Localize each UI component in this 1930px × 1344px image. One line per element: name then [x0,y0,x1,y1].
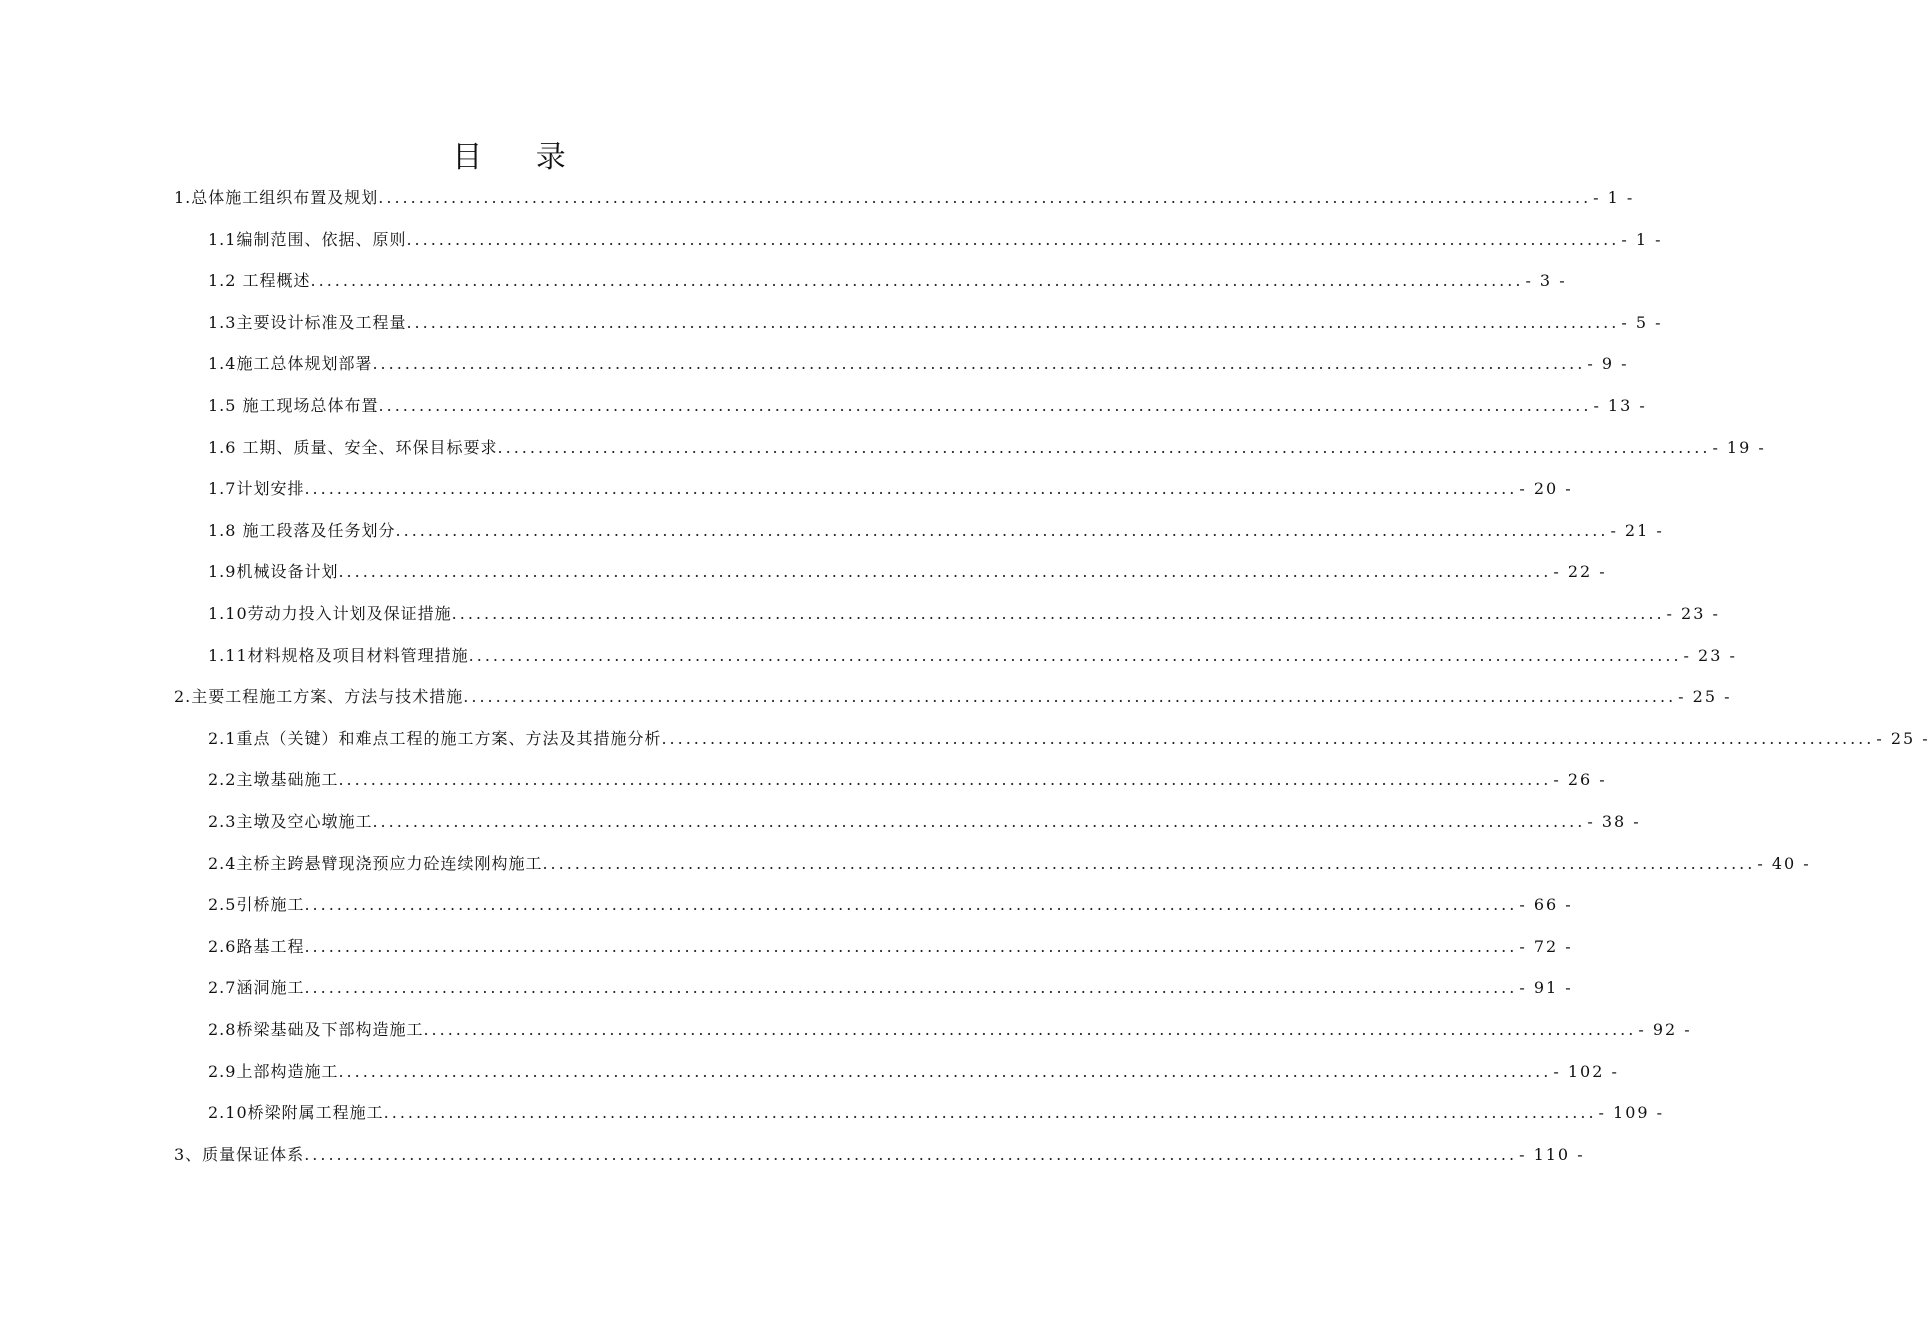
toc-entry-label: 1.总体施工组织布置及规划 [174,188,379,207]
toc-entry-label: 3、质量保证体系 [174,1145,305,1164]
toc-entry-label: 1.9机械设备计划 [208,562,339,581]
toc-entry[interactable] [208,601,1720,627]
toc-dot-leader: ...................................................................................................................................................... [542,854,1756,873]
toc-entry[interactable] [208,476,1573,502]
toc-entry[interactable] [208,726,1930,752]
toc-entry-label: 2.8桥梁基础及下部构造施工 [208,1020,424,1039]
toc-entry[interactable] [208,310,1663,336]
toc-entry-label: 2.6路基工程 [208,937,305,956]
toc-entry[interactable] [208,809,1641,835]
toc-entry-page-number: - 23 - [1666,604,1720,623]
document-title: 目 录 [452,140,588,175]
toc-dot-leader: ...................................................................................................................................................... [304,978,1518,997]
toc-dot-leader: ...................................................................................................................................................... [661,729,1875,748]
toc-entry[interactable] [208,1059,1619,1085]
toc-entry[interactable] [208,934,1573,960]
toc-dot-leader: ...................................................................................................................................................... [378,188,1592,207]
toc-entry[interactable] [174,684,1732,710]
toc-entry-page-number: - 91 - [1519,978,1573,997]
toc-entry-label: 1.7计划安排 [208,479,305,498]
toc-dot-leader: ...................................................................................................................................................... [423,1020,1637,1039]
toc-entry-page-number: - 1 - [1593,188,1635,207]
toc-dot-leader: ...................................................................................................................................................... [372,354,1586,373]
toc-entry-page-number: - 13 - [1593,396,1647,415]
toc-entry-page-number: - 1 - [1621,230,1663,249]
toc-dot-leader: ...................................................................................................................................................... [463,687,1677,706]
toc-entry-label: 1.3主要设计标准及工程量 [208,313,407,332]
toc-entry[interactable] [208,435,1766,461]
toc-entry-page-number: - 26 - [1553,770,1607,789]
toc-entry-page-number: - 9 - [1587,354,1629,373]
toc-entry-page-number: - 110 - [1519,1145,1585,1164]
toc-entry[interactable] [208,518,1664,544]
toc-entry-page-number: - 23 - [1683,646,1737,665]
toc-entry-page-number: - 72 - [1519,937,1573,956]
toc-entry[interactable] [208,851,1811,877]
toc-entry[interactable] [174,1142,1585,1168]
toc-entry[interactable] [208,767,1607,793]
toc-entry-label: 2.3主墩及空心墩施工 [208,812,373,831]
toc-entry-label: 2.主要工程施工方案、方法与技术措施 [174,687,464,706]
toc-entry-label: 1.10劳动力投入计划及保证措施 [208,604,452,623]
toc-entry-page-number: - 5 - [1621,313,1663,332]
toc-entry-page-number: - 22 - [1553,562,1607,581]
toc-entry-page-number: - 19 - [1712,438,1766,457]
toc-entry[interactable] [208,1100,1665,1126]
toc-entry-label: 1.11材料规格及项目材料管理措施 [208,646,469,665]
toc-dot-leader: ...................................................................................................................................................... [338,562,1552,581]
toc-dot-leader: ...................................................................................................................................................... [378,396,1592,415]
toc-dot-leader: ...................................................................................................................................................... [406,313,1620,332]
toc-entry[interactable] [208,975,1573,1001]
toc-entry-page-number: - 109 - [1598,1103,1665,1122]
toc-entry-label: 2.2主墩基础施工 [208,770,339,789]
toc-entry[interactable] [208,643,1737,669]
toc-entry-page-number: - 40 - [1757,854,1811,873]
toc-entry-label: 1.5 施工现场总体布置 [208,396,379,415]
toc-entry-page-number: - 66 - [1519,895,1573,914]
toc-dot-leader: ...................................................................................................................................................... [338,770,1552,789]
toc-dot-leader: ...................................................................................................................................................... [395,521,1609,540]
toc-entry-page-number: - 25 - [1678,687,1732,706]
toc-dot-leader: ...................................................................................................................................................... [310,271,1524,290]
toc-entry[interactable] [208,227,1663,253]
toc-entry-label: 1.8 施工段落及任务划分 [208,521,396,540]
toc-dot-leader: ...................................................................................................................................................... [451,604,1665,623]
toc-entry-label: 2.10桥梁附属工程施工 [208,1103,384,1122]
toc-entry-label: 2.7涵洞施工 [208,978,305,997]
toc-entry-label: 1.2 工程概述 [208,271,311,290]
toc-dot-leader: ...................................................................................................................................................... [304,895,1518,914]
toc-entry[interactable] [174,185,1635,211]
toc-entry[interactable] [208,892,1573,918]
toc-dot-leader: ...................................................................................................................................................... [383,1103,1597,1122]
toc-entry[interactable] [208,351,1629,377]
toc-dot-leader: ...................................................................................................................................................... [372,812,1586,831]
toc-entry[interactable] [208,559,1607,585]
toc-dot-leader: ...................................................................................................................................................... [497,438,1711,457]
toc-entry-label: 2.5引桥施工 [208,895,305,914]
toc-entry[interactable] [208,393,1647,419]
toc-entry-page-number: - 102 - [1553,1062,1619,1081]
toc-entry[interactable] [208,1017,1692,1043]
toc-dot-leader: ...................................................................................................................................................... [338,1062,1552,1081]
toc-entry-page-number: - 25 - [1876,729,1930,748]
toc-entry-page-number: - 3 - [1525,271,1567,290]
toc-entry-label: 1.4施工总体规划部署 [208,354,373,373]
toc-entry-label: 2.1重点（关键）和难点工程的施工方案、方法及其措施分析 [208,729,662,748]
toc-entry[interactable] [208,268,1567,294]
toc-dot-leader: ...................................................................................................................................................... [304,937,1518,956]
toc-entry-label: 2.9上部构造施工 [208,1062,339,1081]
toc-entry-page-number: - 20 - [1519,479,1573,498]
toc-entry-label: 1.1编制范围、依据、原则 [208,230,407,249]
toc-entry-label: 2.4主桥主跨悬臂现浇预应力砼连续刚构施工 [208,854,543,873]
toc-dot-leader: ...................................................................................................................................................... [406,230,1620,249]
toc-dot-leader: ...................................................................................................................................................... [468,646,1682,665]
toc-dot-leader: ...................................................................................................................................................... [304,479,1518,498]
toc-entry-label: 1.6 工期、质量、安全、环保目标要求 [208,438,498,457]
toc-entry-page-number: - 92 - [1638,1020,1692,1039]
toc-entry-page-number: - 38 - [1587,812,1641,831]
toc-entry-page-number: - 21 - [1610,521,1664,540]
toc-dot-leader: ...................................................................................................................................................... [304,1145,1518,1164]
